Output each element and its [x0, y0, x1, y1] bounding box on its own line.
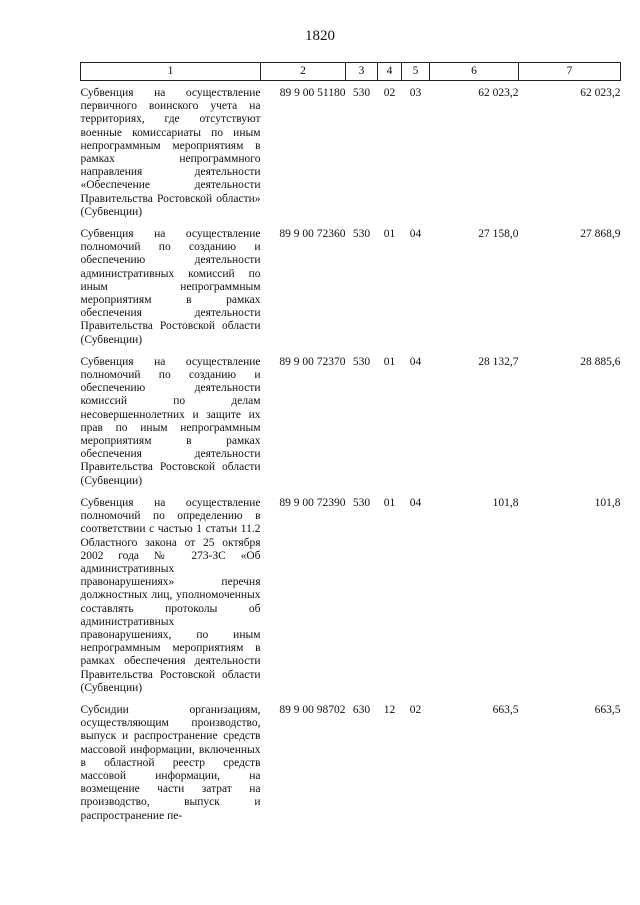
header-row	[81, 63, 621, 81]
row-name: Субвенция на осуществление полномочий по созданию и обеспечению деятельности комиссий по делам несовершеннолетних и защите их прав по иным непрограммным мероприятиям в рамках обеспечения деятельности Правительства Ростовской области (Субвенции)	[80, 355, 261, 487]
row-name: Субсидии организациям, осуществляющим производство, выпуск и распространение средств массовой информации, включенных в областной реестр средств массовой информации, на возмещение части затрат на производство, выпуск и распространение пе-	[80, 703, 261, 822]
column-header: 7	[519, 63, 621, 81]
column-header: 2	[261, 63, 346, 81]
row-sum-1: 101,8	[492, 496, 519, 509]
row-code: 89 9 00 72370	[279, 355, 346, 368]
row-sum-2: 28 885,6	[580, 355, 621, 368]
row-sum-2: 27 868,9	[580, 228, 621, 241]
row-vr: 630	[352, 703, 371, 716]
column-header: 5	[402, 63, 430, 81]
page-number: 1820	[305, 28, 335, 44]
budget-table	[80, 62, 621, 832]
row-code: 89 9 00 72360	[279, 228, 346, 241]
table-row	[81, 497, 621, 704]
column-header: 6	[430, 63, 519, 81]
row-vr: 530	[352, 355, 371, 368]
row-sum-1: 663,5	[492, 703, 519, 716]
row-rz: 01	[383, 228, 396, 241]
row-pr: 04	[409, 228, 422, 241]
row-name: Субвенция на осуществление полномочий по созданию и обеспечению деятельности административных комиссий по иным непрограммным мероприятиям в рамках обеспечения деятельности Правительства Ростовской области (Субвенции)	[80, 228, 261, 346]
column-header: 4	[378, 63, 402, 81]
row-code: 89 9 00 72390	[279, 496, 346, 509]
row-sum-1: 27 158,0	[478, 228, 519, 241]
row-sum-2: 663,5	[594, 703, 621, 716]
column-header: 1	[81, 63, 261, 81]
row-code: 89 9 00 98702	[279, 703, 346, 716]
row-sum-1: 28 132,7	[478, 355, 519, 368]
row-name: Субвенция на осуществление первичного воинского учета на территориях, где отсутствуют военные комиссариаты по иным непрограммным мероприятиям в рамках непрограммного направления деятельности «Обеспечение деятельности Правительства Ростовской области» (Субвенции)	[80, 87, 261, 218]
row-rz: 01	[383, 355, 396, 368]
column-header: 3	[346, 63, 378, 81]
row-sum-2: 101,8	[594, 496, 621, 509]
table-row	[81, 704, 621, 832]
row-rz: 12	[383, 703, 396, 716]
row-sum-2: 62 023,2	[580, 87, 621, 99]
row-pr: 04	[409, 355, 422, 368]
row-code: 89 9 00 51180	[279, 87, 346, 99]
row-pr: 03	[409, 87, 422, 99]
row-name: Субвенция на осуществление полномочий по определению в соответствии с частью 1 статьи 11.2 Областного закона от 25 октября 2002 года № 273-ЗС «Об административных правонарушениях» перечня должностных лиц, уполномоченных составлять протоколы об административных правонарушениях, по иным непрограммным мероприятиям в рамках обеспечения деятельности Правительства Ростовской области (Субвенции)	[80, 496, 261, 694]
table-row	[81, 356, 621, 497]
row-pr: 04	[409, 496, 422, 509]
table-row	[81, 228, 621, 356]
row-vr: 530	[352, 87, 371, 99]
row-rz: 01	[383, 496, 396, 509]
row-rz: 02	[383, 87, 396, 99]
row-sum-1: 62 023,2	[478, 87, 519, 99]
row-vr: 530	[352, 496, 371, 509]
row-vr: 530	[352, 228, 371, 241]
row-pr: 02	[409, 703, 422, 716]
table-row	[81, 81, 621, 229]
